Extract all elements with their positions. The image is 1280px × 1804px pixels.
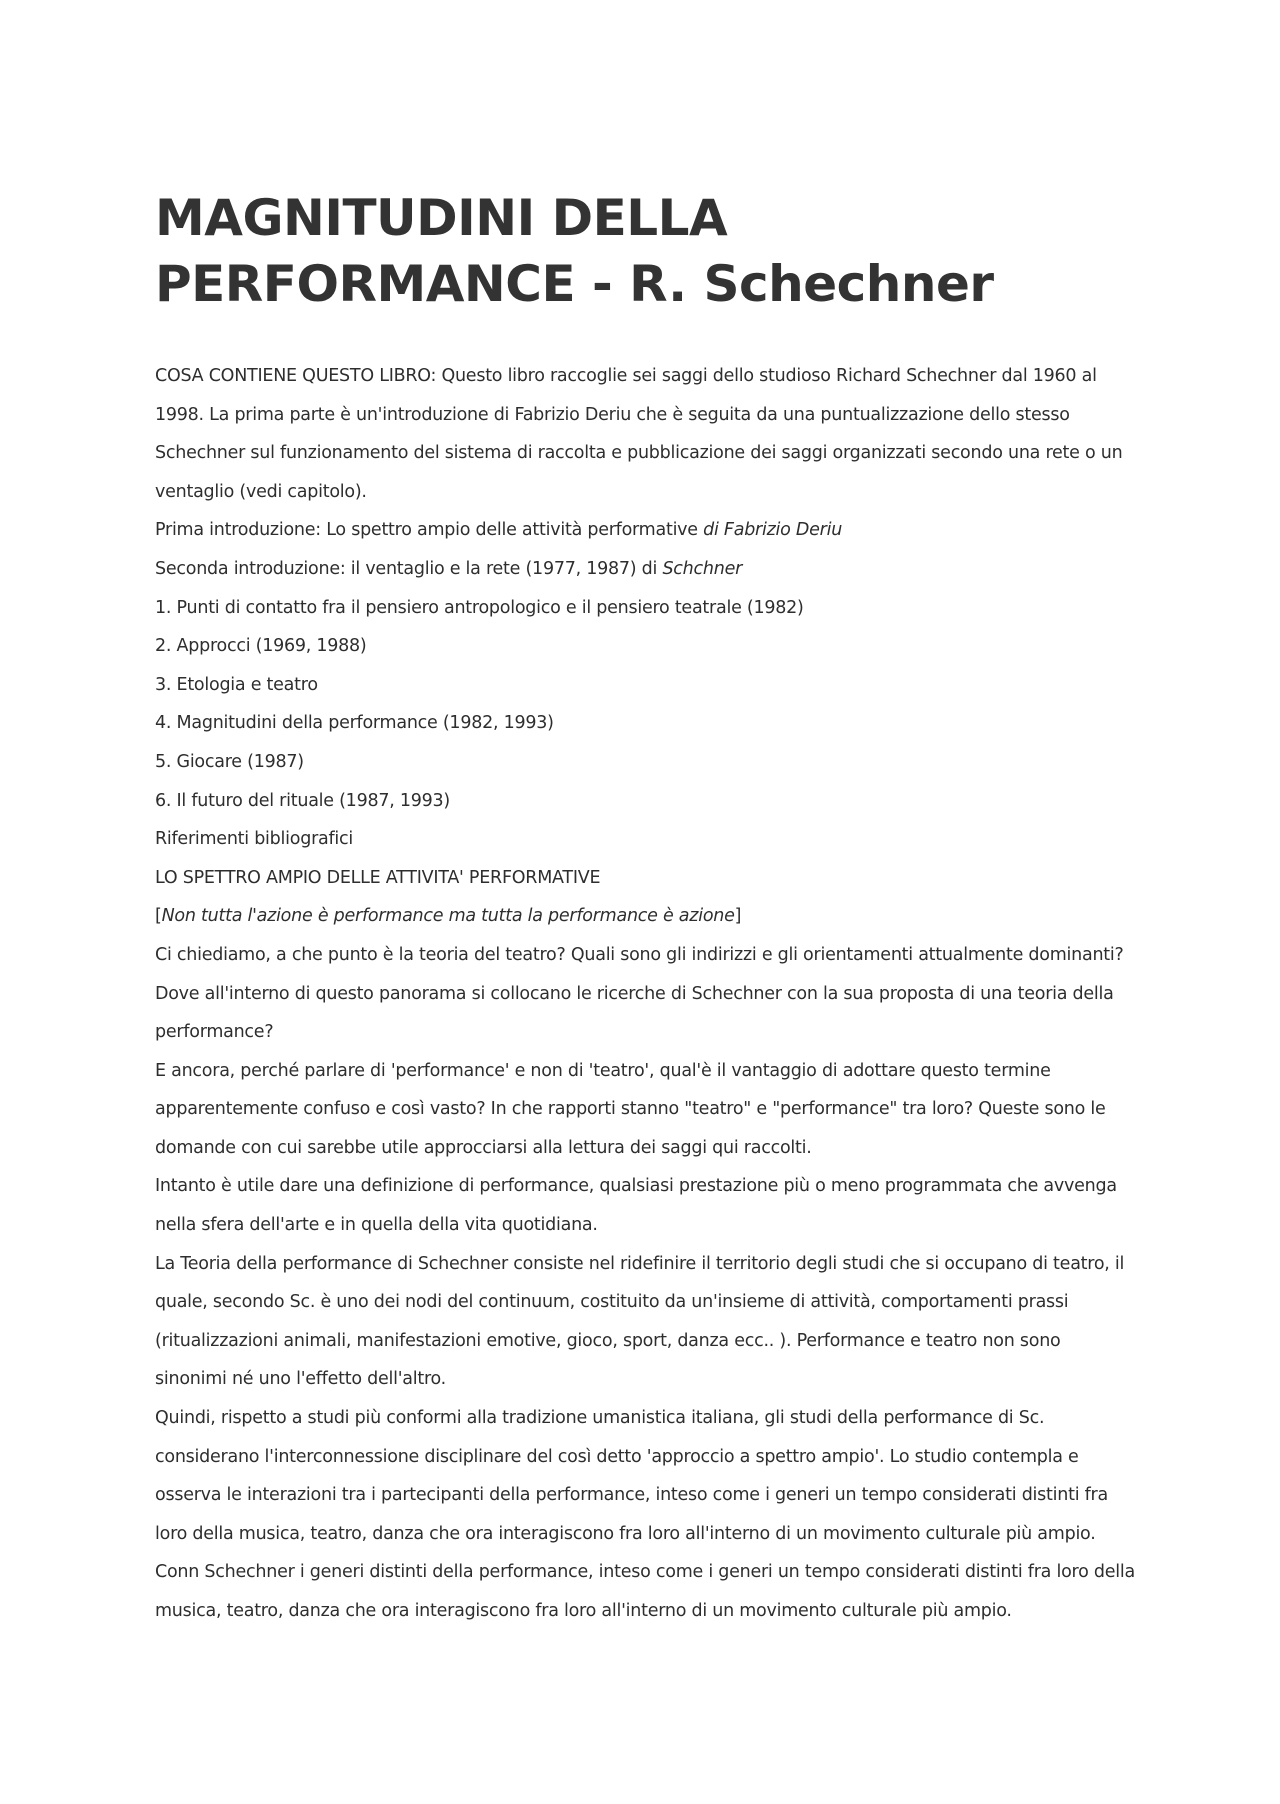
document-page bbox=[155, 185, 1135, 1631]
epigraph-text: Non tutta l'azione è performance ma tutta la performance è azione bbox=[161, 906, 735, 927]
section-heading: LO SPETTRO AMPIO DELLE ATTIVITA' PERFORMATIVE bbox=[155, 867, 601, 888]
epigraph bbox=[155, 897, 1135, 936]
second-intro-label: Seconda introduzione: il ventaglio e la rete (1977, 1987) di bbox=[155, 558, 663, 579]
intro-paragraph: COSA CONTIENE QUESTO LIBRO: Questo libro raccoglie sei saggi dello studioso Richard Schechner dal 1960 al 1998. La prima parte è un'introduzione di Fabrizio Deriu che è seguita da una puntualizzazione dello stesso Schechner sul funzionamento del sistema di raccolta e pubblicazione dei saggi organizzati secondo una rete o un ventaglio (vedi capitolo). bbox=[155, 366, 1123, 502]
body-paragraph: Intanto è utile dare una definizione di performance, qualsiasi prestazione più o meno programmata che avvenga nella sfera dell'arte e in quella della vita quotidiana. bbox=[155, 1176, 1117, 1236]
second-intro-author: Schchner bbox=[662, 558, 743, 579]
chapter-item: 6. Il futuro del rituale (1987, 1993) bbox=[155, 790, 450, 811]
first-intro-label: Prima introduzione: Lo spettro ampio delle attività performative bbox=[155, 520, 704, 541]
chapter-item: 2. Approcci (1969, 1988) bbox=[155, 636, 367, 657]
second-intro-line bbox=[155, 550, 1135, 589]
body-paragraph: Quindi, rispetto a studi più conformi alla tradizione umanistica italiana, gli studi della performance di Sc. considerano l'interconnessione disciplinare del così detto 'approccio a spettro ampio'. Lo studio contempla e osserva le interazioni tra i partecipanti della performance, inteso come i generi un tempo considerati distinti fra loro della musica, teatro, danza che ora interagiscono fra loro all'interno di un movimento culturale più ampio. bbox=[155, 1408, 1108, 1544]
first-intro-line bbox=[155, 511, 1135, 550]
document-body bbox=[155, 357, 1135, 1631]
chapter-item: 4. Magnitudini della performance (1982, 1993) bbox=[155, 713, 554, 734]
bibliography-line: Riferimenti bibliografici bbox=[155, 829, 353, 850]
body-paragraph: Conn Schechner i generi distinti della performance, inteso come i generi un tempo considerati distinti fra loro della musica, teatro, danza che ora interagiscono fra loro all'interno di un movimento culturale più ampio. bbox=[155, 1562, 1135, 1621]
chapter-item: 5. Giocare (1987) bbox=[155, 751, 304, 772]
body-paragraph: Ci chiediamo, a che punto è la teoria del teatro? Quali sono gli indirizzi e gli orientamenti attualmente dominanti? Dove all'interno di questo panorama si collocano le ricerche di Schechner con la sua proposta di una teoria della performance? bbox=[155, 944, 1124, 1043]
chapter-item: 1. Punti di contatto fra il pensiero antropologico e il pensiero teatrale (1982) bbox=[155, 597, 804, 618]
body-paragraph: La Teoria della performance di Schechner consiste nel ridefinire il territorio degli studi che si occupano di teatro, il quale, secondo Sc. è uno dei nodi del continuum, costituito da un'insieme di attività, comportamenti prassi (ritualizzazioni animali, manifestazioni emotive, gioco, sport, danza ecc.. ). Performance e teatro non sono sinonimi né uno l'effetto dell'altro. bbox=[155, 1253, 1125, 1390]
epigraph-open: [ bbox=[155, 906, 162, 927]
body-paragraph: E ancora, perché parlare di 'performance' e non di 'teatro', qual'è il vantaggio di adottare questo termine apparentemente confuso e così vasto? In che rapporti stanno "teatro" e "performance" tra loro? Queste sono le domande con cui sarebbe utile approcciarsi alla lettura dei saggi qui raccolti. bbox=[155, 1060, 1106, 1158]
epigraph-close: ] bbox=[734, 906, 742, 927]
first-intro-author: di Fabrizio Deriu bbox=[703, 520, 843, 541]
chapter-item: 3. Etologia e teatro bbox=[155, 674, 318, 695]
document-title: MAGNITUDINI DELLA PERFORMANCE - R. Schechner bbox=[155, 189, 994, 313]
